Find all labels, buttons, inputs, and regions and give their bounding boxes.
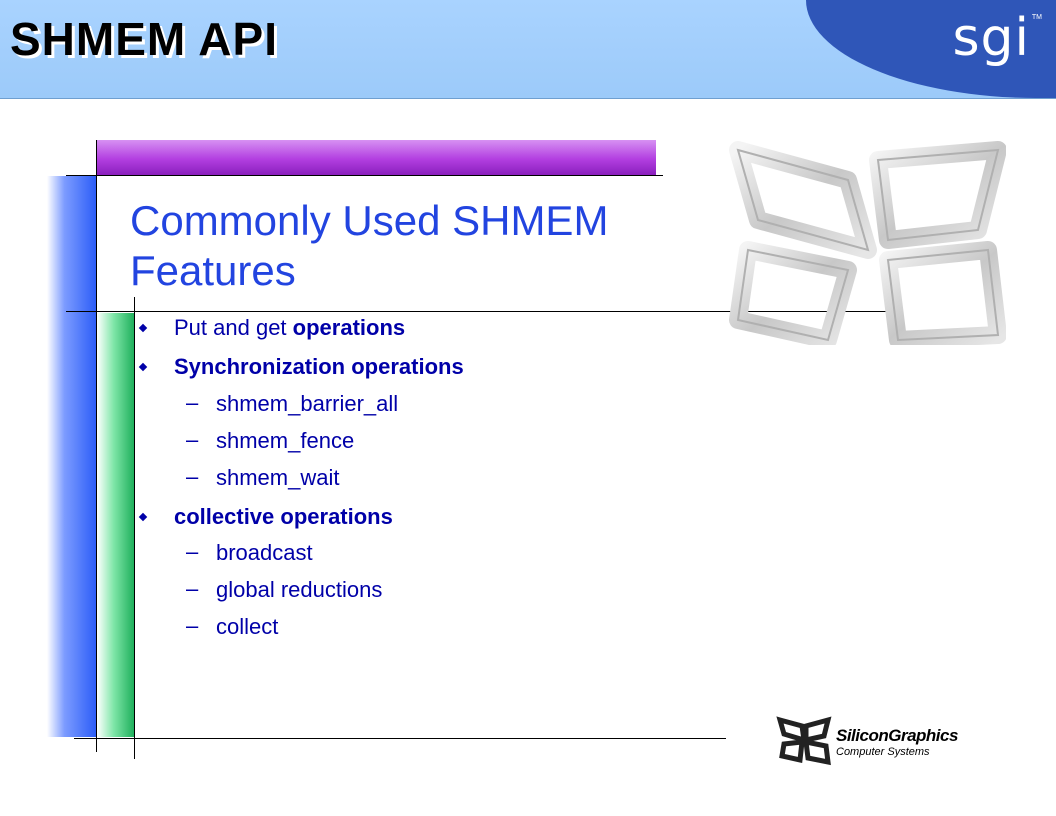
sgi-corp-subtitle: Computer Systems [836,746,930,758]
list-item-put-get [174,315,405,341]
left-vertical-rule [96,140,97,752]
list-item-reductions: global reductions [216,577,383,602]
sgi-cube-icon [774,712,834,768]
list-item-fence: shmem_fence [216,428,355,453]
bullet-icon [139,513,147,521]
slide-heading-line1: Commonly Used SHMEM [130,197,609,244]
sgi-logo: sgi [952,8,1030,68]
lattice-graphic [728,140,1006,345]
item-bold: Synchronization operations [174,354,464,379]
item-bold: operations [292,315,406,340]
dash-icon: – [186,576,199,601]
list-item-wait: shmem_wait [216,465,340,490]
dash-icon: – [186,390,199,415]
list-item-broadcast: broadcast [216,540,313,565]
inner-vertical-rule [134,297,135,759]
dash-icon: – [186,464,199,489]
list-item-collect: collect [216,614,279,639]
item-bold: collective operations [174,504,393,529]
sgi-corp-name: SiliconGraphics [836,726,958,745]
bottom-rule [74,738,726,739]
list-item-sync [174,354,464,380]
page-title: SHMEM API [10,13,278,65]
item-text: Put and get [174,315,293,340]
dash-icon: – [186,427,199,452]
green-accent-bar [97,313,134,737]
dash-icon: – [186,539,199,564]
slide-heading-line2: Features [130,247,296,294]
slide-heading [130,196,750,296]
top-rule [66,175,663,176]
silicon-graphics-logo [770,712,1000,768]
dash-icon: – [186,613,199,638]
bullet-icon [139,324,147,332]
list-item-barrier: shmem_barrier_all [216,391,399,416]
purple-accent-bar [96,140,656,175]
blue-accent-bar [47,176,97,737]
list-item-collective [174,504,393,530]
sgi-trademark: TM [1031,14,1042,21]
bullet-icon [139,363,147,371]
